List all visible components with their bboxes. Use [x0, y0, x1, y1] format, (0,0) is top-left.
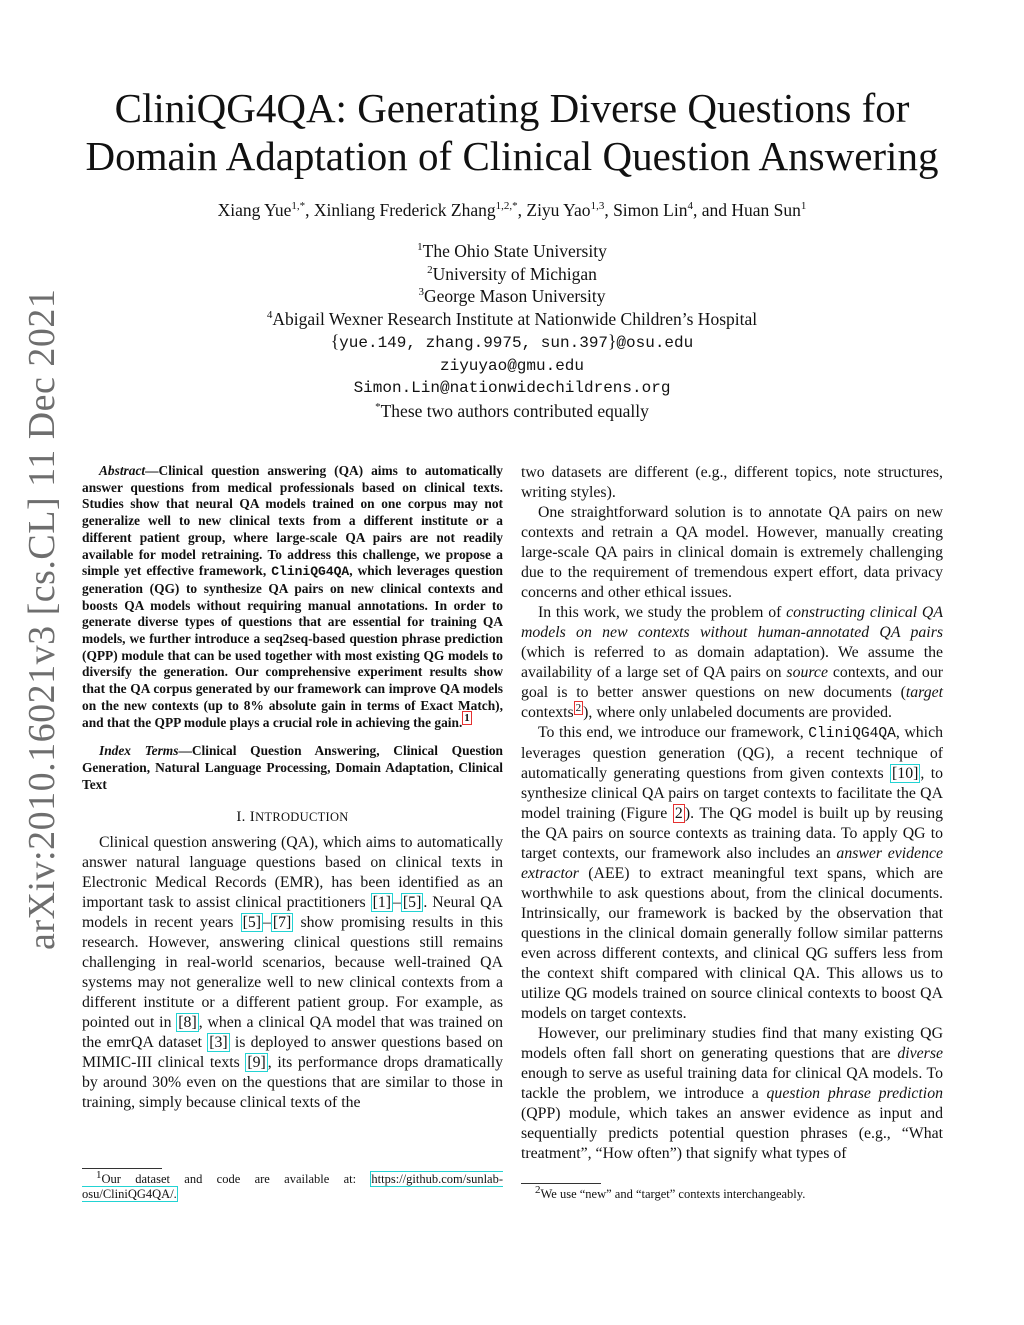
footnote-link[interactable]: 2 [575, 701, 582, 714]
citation-link[interactable]: [10] [892, 765, 919, 782]
text: , which leverages question generation (QG), a recent technique of automatically generating questions from given contexts [521, 724, 943, 782]
author-name: , Simon Lin [604, 200, 688, 220]
equal-contribution-note [40, 400, 984, 423]
emphasis: source [786, 664, 828, 681]
footnote-link[interactable]: 1 [464, 712, 470, 725]
section-title-first: I [249, 809, 256, 826]
author-affil-sup: 1,3 [590, 200, 605, 213]
text: , when a clinical QA model that was trained on the emrQA dataset [82, 1014, 503, 1052]
paragraph [521, 603, 943, 723]
github-link[interactable]: https://github.com/sunlab-osu/CliniQG4QA/. [82, 1172, 503, 1201]
abstract-text: , which leverages question generation (QG) to synthesize QA pairs on new clinical contexts and boosts QA models without requiring manual annotations. In order to generate diverse types of questions that are essential for training QA models, we further introduce a seq2seq-based question phrase prediction (QPP) module that can be used together with most existing QG models to diversify the generation. Our comprehensive experiment results show that the QA corpus generated by our framework can improve QA models on the new contexts (up to 8% absolute gain in terms of Exact Match), and that the QPP module plays a crucial role in achieving the gain. [82, 563, 504, 730]
paper-title [40, 84, 984, 180]
paragraph [521, 723, 943, 1024]
email-gmu: ziyuyao@gmu.edu [439, 356, 585, 375]
affil-name: The Ohio State University [422, 241, 607, 261]
author-affil-sup: 1,2,* [495, 200, 518, 213]
paragraph [521, 1024, 943, 1164]
right-column [521, 463, 943, 1164]
text: . Neural QA models in recent years [82, 894, 503, 932]
text: (which is referred to as domain adaptation). We assume the availability of a large set of QA pairs on [521, 644, 943, 681]
text: To this end, we introduce our framework, [538, 724, 809, 741]
arxiv-identifier: arXiv:2010.16021v3 [cs.CL] 11 Dec 2021 [21, 288, 63, 950]
text: show promising results in this research. However, answering clinical questions still remains challenging in real-world scenarios, because well-trained QA systems may not generalize well to new clinical contexts from a different institute or a different patient group. For example, as pointed out in [82, 914, 503, 1032]
paragraph: One straightforward solution is to annotate QA pairs on new contexts and retrain a QA model. However, manually creating large-scale QA pairs in clinical domain is extremely challenging due to the requirement of tremendous expert effort, data privacy concerns and other ethical issues. [521, 504, 943, 601]
email-nationwide: Simon.Lin@nationwidechildrens.org [353, 379, 671, 397]
text: – [262, 914, 271, 932]
text: In this work, we study the problem of [538, 604, 787, 621]
citation-link[interactable]: [9] [247, 1054, 266, 1072]
framework-name: CliniQG4QA [808, 726, 896, 742]
affiliations [40, 240, 984, 422]
author-name: Xiang Yue [217, 200, 292, 220]
author-list [40, 200, 984, 221]
affil-sup: 1 [417, 241, 423, 254]
equal-text: These two authors contributed equally [380, 400, 649, 421]
figure-link[interactable]: 2 [674, 805, 683, 822]
affil-sup: 3 [418, 286, 425, 299]
affiliation-4 [40, 308, 984, 331]
framework-name: CliniQG4QA [271, 564, 350, 580]
footnote-rule-right [521, 1183, 601, 1184]
footnote-1 [82, 1168, 503, 1202]
text: contexts [521, 704, 574, 721]
affiliation-2 [40, 263, 984, 286]
affil-sup: 2 [427, 263, 433, 276]
text: enough to serve as useful training data for clinical QA models. To tackle the problem, we introduce a [521, 1065, 943, 1102]
text: Clinical question answering (QA), which aims to automatically answer natural language questions based on clinical texts in Electronic Medical Records (EMR), has been identified as an important task to assist clinical practitioners [82, 834, 503, 912]
section-number: I. [236, 809, 250, 826]
affil-name: George Mason University [424, 286, 606, 306]
footnote-2 [521, 1183, 943, 1202]
brace-close: } [608, 331, 617, 351]
emphasis: diverse [897, 1045, 943, 1062]
intro-paragraph [82, 833, 503, 1113]
affil-sup: 4 [266, 308, 273, 321]
section-title-rest: NTRODUCTION [255, 810, 349, 825]
affiliation-1 [40, 240, 984, 263]
text: , to synthesize clinical QA pairs on target contexts to facilitate the QA model training (Figure [521, 765, 943, 822]
abstract-text: —Clinical question answering (QA) aims to automatically answer questions from medical professionals based on clinical texts. Studies show that neural QA models trained on one corpus may not generalize well to new clinical texts from a different institute or a different patient group, where large-scale QA pairs are not readily available for model retraining. To address this challenge, we propose a simple yet effective framework, [82, 463, 503, 579]
author-name: , Xinliang Frederick Zhang [305, 200, 496, 220]
author-name: , and Huan Sun [692, 200, 801, 220]
title-line-2: Domain Adaptation of Clinical Question Answering [85, 133, 939, 179]
author-affil-sup: 4 [687, 200, 693, 213]
affil-name: Abigail Wexner Research Institute at Nationwide Children’s Hospital [272, 308, 758, 329]
text: contexts, and our goal is to better answer questions on new documents ( [521, 664, 943, 701]
affiliation-3 [40, 285, 984, 308]
abstract-lead: Abstract [99, 463, 146, 478]
emphasis: question phrase prediction [766, 1085, 943, 1102]
email-domain: @osu.edu [616, 334, 694, 352]
text: , its performance drops dramatically by around 30% even on the questions that are similar to those in training, simply because clinical texts of the [82, 1054, 503, 1112]
text: ), where only unlabeled documents are provided. [583, 704, 892, 721]
footnote-text: We use “new” and “target” contexts interchangeably. [540, 1187, 806, 1201]
email-users: yue.149, zhang.9975, sun.397 [339, 334, 609, 352]
text: However, our preliminary studies find that many existing QG models often fall short on generating questions that are [521, 1025, 943, 1062]
text: (AEE) to extract meaningful text spans, which are worthwhile to ask questions about, from the clinical documents. Intrinsically, our framework is backed by the observation that questions in the clinical domain generally follow similar patterns even across different contexts, and clinical QG suffers less from the context shift compared with clinical QA. This allows us to utilize QG models trained on source clinical contexts to boost QA models on target contexts. [521, 865, 943, 1022]
citation-link[interactable]: [3] [209, 1034, 228, 1052]
author-affil-sup: 1,* [291, 200, 306, 213]
emphasis: constructing clinical QA models on new contexts without human-annotated QA pairs [521, 604, 943, 641]
footnote-text: Our dataset and code are available at: [101, 1172, 371, 1186]
text: – [393, 894, 401, 912]
email-osu [40, 330, 984, 355]
text: is deployed to answer questions based on MIMIC-III clinical texts [82, 1034, 503, 1072]
author-affil-sup: 1 [800, 200, 807, 213]
index-terms [82, 743, 503, 793]
footnote-sup: 2 [535, 1183, 541, 1196]
text: (QPP) module, which takes an answer evidence as input and sequentially predicts potential question phrases (e.g., “What treatment”, “How often”) that signify what types of [521, 1105, 943, 1162]
emphasis: answer evidence extractor [521, 845, 943, 882]
footnote-sup: 1 [96, 1168, 102, 1181]
emphasis: target [905, 684, 943, 701]
author-name: , Ziyu Yao [517, 200, 591, 220]
citation-link[interactable]: [8] [178, 1014, 197, 1032]
brace-open: { [330, 331, 340, 351]
affil-name: University of Michigan [432, 263, 597, 284]
abstract [82, 463, 503, 731]
text: ). The QG model is built up by reusing the QA pairs on source contexts as training data. To apply QG to target contexts, our framework also includes an [521, 805, 943, 862]
citation-link[interactable]: [7] [272, 914, 292, 932]
citation-link[interactable]: [5] [242, 914, 261, 932]
section-heading [82, 807, 503, 827]
index-terms-text: —Clinical Question Answering, Clinical Question Generation, Natural Language Processing, Domain Adaptation, Clinical Text [82, 743, 503, 792]
title-line-1: CliniQG4QA: Generating Diverse Questions for [114, 85, 910, 131]
citation-link[interactable]: [1] [372, 894, 391, 912]
citation-link[interactable]: [5] [402, 894, 422, 912]
index-terms-lead: Index Terms [99, 743, 179, 759]
left-column [82, 463, 503, 1113]
equal-sup: * [375, 400, 381, 413]
paragraph: two datasets are different (e.g., different topics, note structures, writing styles). [521, 464, 943, 501]
footnote-rule-left [82, 1168, 162, 1169]
